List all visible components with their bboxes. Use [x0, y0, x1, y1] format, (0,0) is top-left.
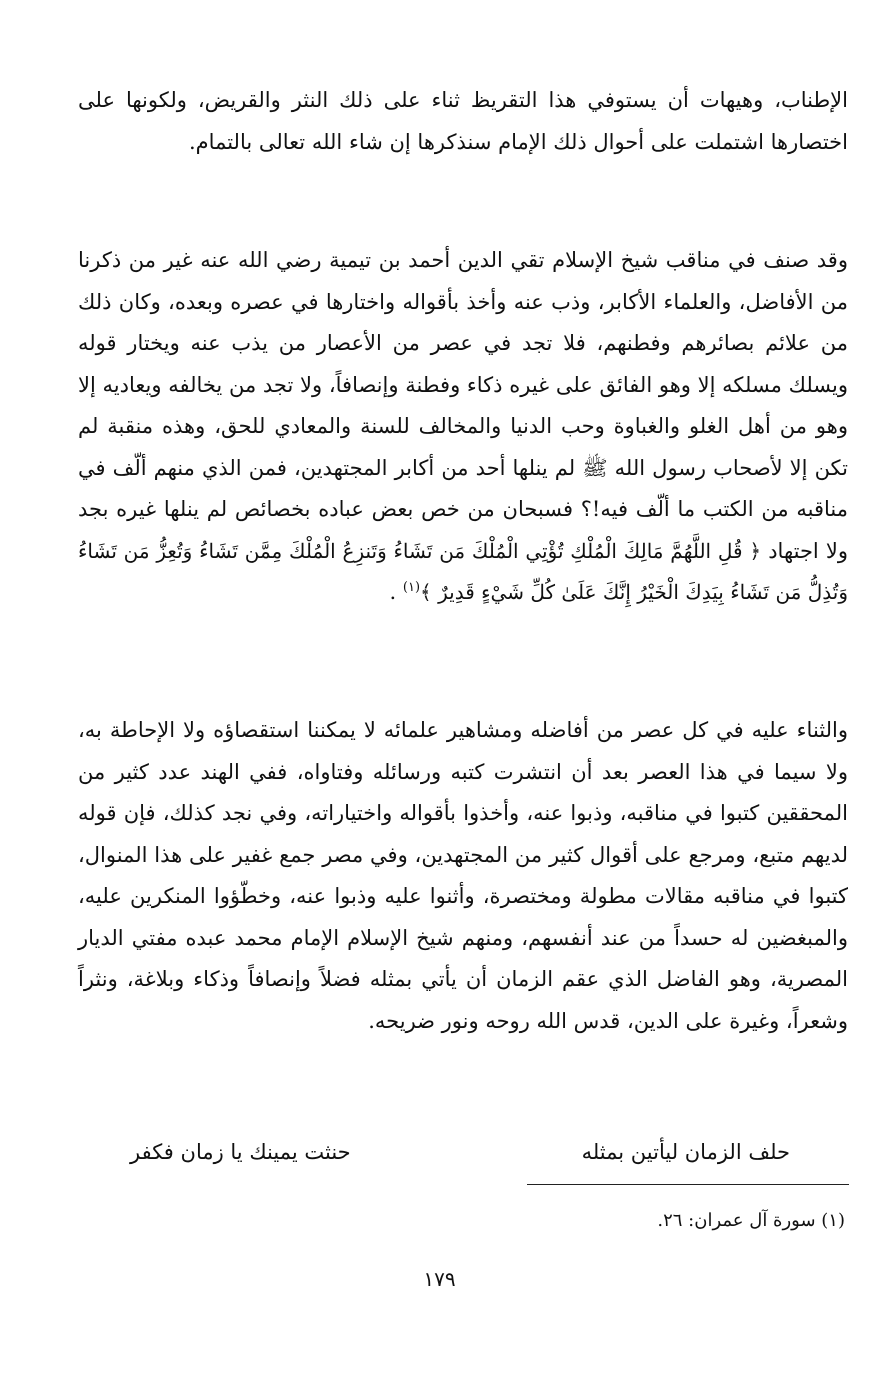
paragraph-manaqib-end: .: [389, 580, 397, 604]
quran-verse: ﴿ قُلِ اللَّهُمَّ مَالِكَ الْمُلْكِ تُؤْتِي الْمُلْكَ مَن تَشَاءُ وَتَنزِعُ الْمُلْكَ مِمَّن تَشَاءُ وَتُعِزُّ مَن تَشَاءُ وَتُذِلُّ مَن تَشَاءُ بِيَدِكَ الْخَيْرُ إِنَّكَ عَلَىٰ كُلِّ شَيْءٍ قَدِيرٌ ﴾: [78, 538, 848, 604]
paragraph-manaqib-text: وقد صنف في مناقب شيخ الإسلام تقي الدين أحمد بن تيمية رضي الله عنه غير من ذكرنا من الأفاضل، والعلماء الأكابر، وذب عنه وأخذ بأقواله واختارها في عصره وبعده، وكان ذلك من علائم بصائرهم وفطنهم، فلا تجد في عصر من الأعصار من يذب عنه ويختار قوله ويسلك مسلكه إلا وهو الفائق على غيره ذكاء وفطنة وإنصافاً، ولا تجد من يخالفه ويعاديه إلا وهو من أهل الغلو والغباوة وحب الدنيا والمخالف للسنة والمعادي للحق، وهذه منقبة لم تكن إلا لأصحاب رسول الله ﷺ لم ينلها أحد من أكابر المجتهدين، فمن الذي منهم ألّف في مناقبه من الكتب ما ألّف فيه!؟ فسبحان من خص بعض عباده بخصائص لم ينلها غيره بجد ولا اجتهاد: [78, 248, 848, 563]
footnote-reference: (١): [402, 580, 421, 595]
verse-first-hemistich: حلف الزمان ليأتين بمثله: [581, 1140, 790, 1164]
footnote-separator: [527, 1184, 849, 1185]
paragraph-manaqib: [78, 240, 848, 614]
poetry-verse: [130, 1132, 790, 1172]
page-number: ١٧٩: [423, 1267, 456, 1291]
paragraph-praise: والثناء عليه في كل عصر من أفاضله ومشاهير علمائه لا يمكننا استقصاؤه ولا الإحاطة به، ولا سيما في هذا العصر بعد أن انتشرت كتبه ورسائله وفتاواه، ففي الهند عدد كثير من المحققين كتبوا في مناقبه، وذبوا عنه، وأخذوا بأقواله واختياراته، وفي نجد كذلك، فإن قوله لديهم متبع، ومرجع على أقوال كثير من المجتهدين، وفي مصر جمع غفير على هذا المنوال، كتبوا في مناقبه مقالات مطولة ومختصرة، وأثنوا عليه وذبوا عنه، وخطّؤوا المنكرين عليه، والمبغضين له حسداً من عند أنفسهم، ومنهم شيخ الإسلام الإمام محمد عبده مفتي الديار المصرية، وهو الفاضل الذي عقم الزمان أن يأتي بمثله فضلاً وإنصافاً وذكاء وبلاغة، ونثراً وشعراً، وغيرة على الدين، قدس الله روحه ونور ضريحه.: [78, 718, 848, 1033]
footnote: (١) سورة آل عمران: ٢٦.: [657, 1210, 845, 1231]
paragraph-intro: الإطناب، وهيهات أن يستوفي هذا التقريظ ثناء على ذلك النثر والقريض، ولكونها على اختصارها اشتملت على أحوال ذلك الإمام سنذكرها إن شاء الله تعالى بالتمام.: [78, 88, 848, 154]
verse-second-hemistich: حنثت يمينك يا زمان فكفر: [130, 1140, 351, 1164]
